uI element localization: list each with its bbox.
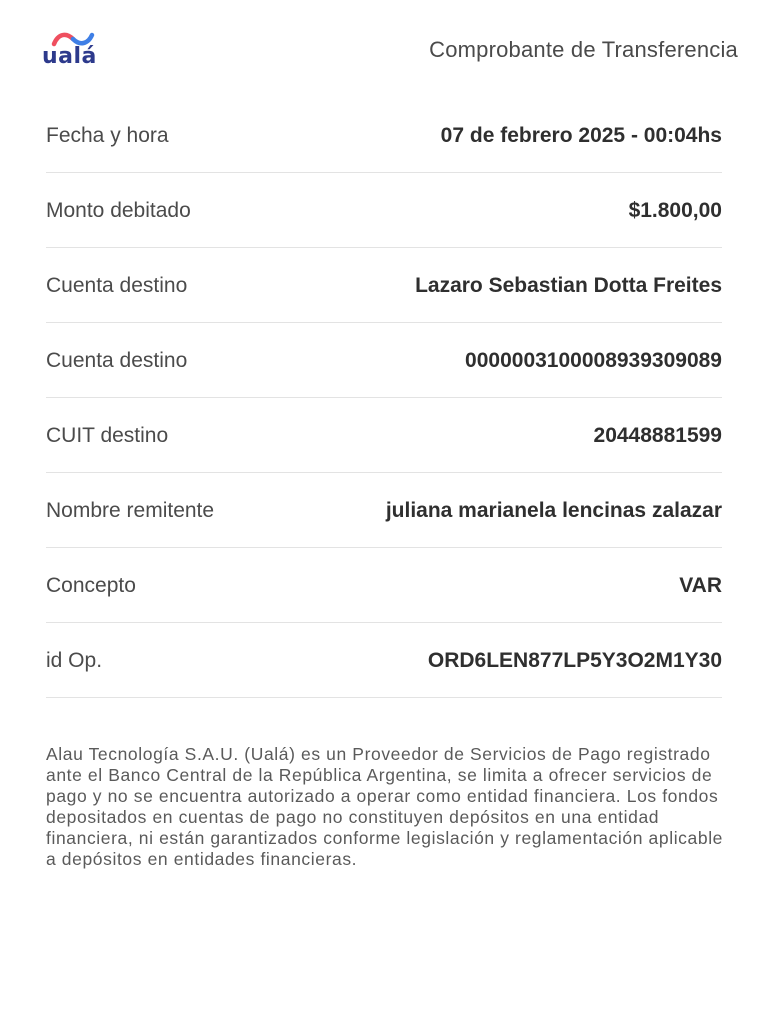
row-cuenta-destino-nombre [46, 248, 722, 323]
row-label: Concepto [46, 574, 136, 597]
row-value: juliana marianela lencinas zalazar [385, 499, 722, 522]
row-label: Fecha y hora [46, 124, 169, 147]
legal-disclaimer: Alau Tecnología S.A.U. (Ualá) es un Proveedor de Servicios de Pago registrado ante el Banco Central de la República Argentina, se limita a ofrecer servicios de pago y no se encuentra autorizado a operar como entidad financiera. Los fondos depositados en cuentas de pago no constituyen depósitos en una entidad financiera, ni están garantizados conforme legislación y reglamentación aplicable a depósitos en entidades financieras. [46, 744, 724, 869]
row-value: 0000003100008939309089 [465, 349, 722, 372]
logo-text: ualá [42, 44, 97, 69]
row-label: Cuenta destino [46, 349, 188, 372]
uala-logo [40, 30, 106, 74]
row-nombre-remitente [46, 473, 722, 548]
row-label: id Op. [46, 649, 103, 672]
row-label: Cuenta destino [46, 274, 188, 297]
row-fecha-hora [46, 98, 722, 173]
row-label: CUIT destino [46, 424, 169, 447]
page-title: Comprobante de Transferencia [429, 37, 738, 62]
row-id-op [46, 623, 722, 698]
row-cuit-destino [46, 398, 722, 473]
row-concepto [46, 548, 722, 623]
row-value: 20448881599 [593, 424, 722, 447]
row-value: ORD6LEN877LP5Y3O2M1Y30 [427, 649, 722, 672]
transfer-details [46, 98, 722, 698]
receipt-header [0, 0, 768, 90]
row-value: 07 de febrero 2025 - 00:04hs [440, 124, 722, 147]
row-value: Lazaro Sebastian Dotta Freites [415, 274, 722, 297]
row-value: VAR [679, 574, 722, 597]
row-label: Monto debitado [46, 199, 191, 222]
row-value: $1.800,00 [628, 199, 722, 222]
row-label: Nombre remitente [46, 499, 215, 522]
row-monto-debitado [46, 173, 722, 248]
row-cuenta-destino-numero [46, 323, 722, 398]
